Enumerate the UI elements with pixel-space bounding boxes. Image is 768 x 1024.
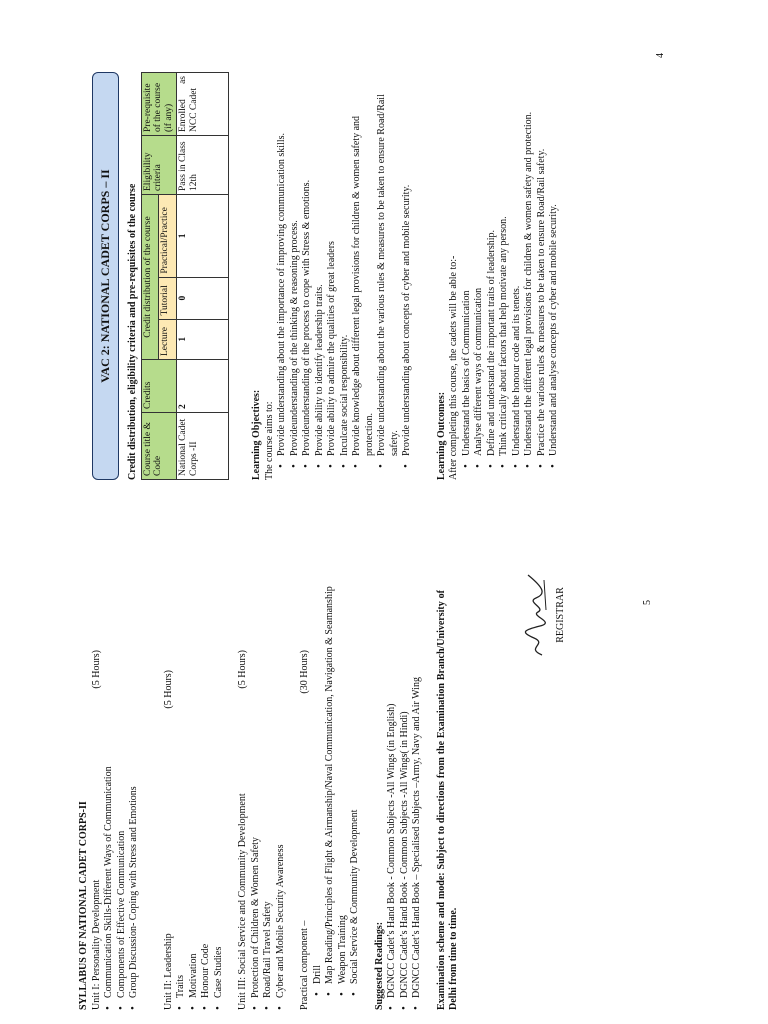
list-item: • Map Reading/Principles of Flight & Airmanship/Naval Communication, Navigation & Seamanship [324,540,337,996]
th-credit-distribution: Credit distribution of the course [141,195,159,360]
list-item: • Define and understand the important traits of leadership. [486,72,499,468]
list-item: • Honour Code [200,540,213,1010]
td-eligibility: Pass in Class 12th [177,136,229,195]
course-title-banner: VAC 2: NATIONAL CADET CORPS – II [92,72,119,480]
unit2-hours: (5 Hours) [162,670,174,709]
th-prerequisite: Pre-requisite of the course (if any) [141,73,177,136]
list-item: • Provide understanding about the importance of improving communication skills. [276,72,289,468]
list-item: • Analyse different ways of communication [473,72,486,468]
objectives-intro: The course aims to: [263,401,275,480]
list-item: • Understand the basics of Communication [461,72,474,468]
table-caption: Credit distribution, eligibility criteria and pre-requisites of the course [127,183,138,480]
outcomes-heading: Learning Outcomes: [435,391,447,480]
unit1-heading: Unit I: Personality Development (5 Hours) [91,540,104,1010]
th-practical: Practical/Practice [159,195,177,278]
unit3-heading: Unit III: Social Service and Community Development (5 Hours) [237,540,250,1010]
list-item: • Provide understanding about concepts of cyber and mobile security. [401,72,414,468]
list-item: • Provideunderstanding of the process to cope with Stress & emotions. [301,72,314,468]
list-item: • Understand and analyse concepts of cyber and mobile security. [548,72,561,468]
list-item: • Cyber and Mobile Security Awareness [275,540,288,1010]
unit3-hours: (5 Hours) [237,650,248,689]
outcomes-list [461,72,561,480]
list-item: • Social Service & Community Development [349,540,362,996]
page-number-left: 5 [642,600,653,605]
list-item: • Motivation [188,540,201,1010]
td-course: National Cadet Corps -II [177,413,229,480]
signature-scribble-icon [520,570,550,660]
unit2-list [175,540,225,1010]
list-item: • Provide ability to identify leadership traits. [314,72,327,468]
list-item: • Drill [312,540,325,996]
signature-label: REGISTRAR [555,587,566,643]
list-item: • DGNCC Cadet’s Hand Book – Specialised Subjects –Army, Navy and Air Wing [411,540,424,1010]
list-item: • Group Discussion- Coping with Stress and Emotions [128,540,141,1010]
list-item: • Components of Effective Communication [116,540,129,1010]
exam-scheme: Examination scheme and mode: Subject to directions from the Examination Branch/University of Delhi from time to time. [435,590,459,1010]
list-item: • Road/Rail Travel Safety [262,540,275,1010]
td-prerequisite: Enrolled as NCC Cadet [177,73,229,136]
list-item: • Case Studies [213,540,226,1010]
list-item: • Provide knowledge about different legal provisions for children & women safety and protection. [351,72,376,468]
list-item: • Think critically about factors that help motivate any person. [498,72,511,468]
th-lecture: Lecture [159,319,177,359]
page-number-right: 4 [655,53,666,58]
practical-heading: Practical component – (30 Hours) [299,540,312,1010]
practical-hours: (30 Hours) [299,650,310,694]
th-course-title: Course title & Code [141,413,177,480]
list-item: • Protection of Children & Women Safety [250,540,263,1010]
outcomes-intro: After completing this course, the cadets will be able to:- [448,255,460,480]
readings-list [386,540,424,1010]
th-tutorial: Tutorial [159,277,177,319]
td-tutorial: 0 [177,277,229,319]
unit1-hours: (5 Hours) [90,650,102,689]
list-item: • Understand the honour code and its tenets. [511,72,524,468]
right-page [92,72,561,480]
syllabus-title: SYLLABUS OF NATIONAL CADET CORPS-II [78,801,89,1010]
list-item: • Weapon Training [337,540,350,996]
list-item: • Provideunderstanding of the thinking & reasoning process. [289,72,302,468]
list-item: • Communication Skills-Different Ways of Communication [103,540,116,1010]
td-lecture: 1 [177,319,229,359]
list-item: • Traits [175,540,188,1010]
td-practical: 1 [177,195,229,278]
th-eligibility: Eligibility criteria [141,136,177,195]
readings-heading: Suggested Readings: [373,921,385,1010]
practical-list [312,540,362,1010]
credit-table [141,72,230,480]
registrar-signature [520,570,566,660]
list-item: • Provide understanding about the various rules & measures to be taken to ensure Road/Rail safety. [376,72,401,468]
td-credits: 2 [177,360,229,413]
unit2-heading: Unit II: Leadership (5 Hours) [163,540,176,1010]
list-item: • Practice the various rules & measures to be taken to ensure Road/Rail safety. [536,72,549,468]
unit1-list [103,540,141,1010]
list-item: • Understand the different legal provisions for children & women safety and protection. [523,72,536,468]
objectives-heading: Learning Objectives: [251,389,263,480]
unit3-list [250,540,288,1010]
list-item: • Inculcate social responsibility. [339,72,352,468]
left-page [78,540,461,1010]
th-credits: Credits [141,360,177,413]
objectives-list [276,72,414,480]
list-item: • DGNCC Cadet’s Hand Book - Common Subjects -All Wings( in Hindi) [399,540,412,1010]
list-item: • Provide ability to admire the qualities of great leaders [326,72,339,468]
list-item: • DGNCC Cadet’s Hand Book - Common Subjects -All Wings (in English) [386,540,399,1010]
